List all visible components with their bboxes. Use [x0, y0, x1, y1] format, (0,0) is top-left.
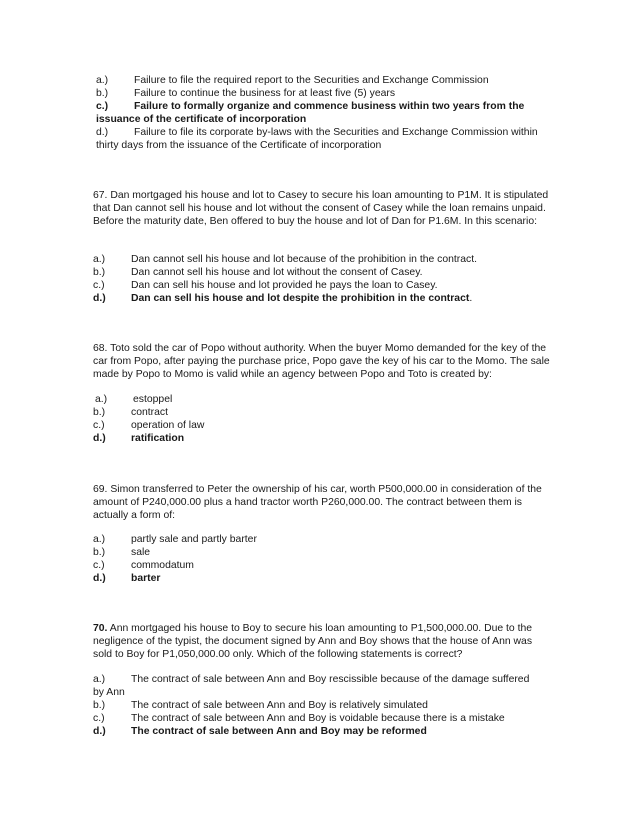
q66-option-c: c.) Failure to formally organize and commence business within two years from the: [96, 101, 525, 112]
q67-option-b: b.) Dan cannot sell his house and lot without the consent of Casey.: [93, 267, 423, 278]
q70-number: 70.: [93, 623, 108, 634]
q68-options: [93, 393, 553, 445]
q66-option-d-cont: thirty days from the issuance of the Certificate of incorporation: [96, 140, 382, 151]
q67-option-d: d.) Dan can sell his house and lot despite the prohibition in the contract.: [93, 293, 473, 304]
q70-options: [93, 673, 553, 738]
q66-option-b: b.) Failure to continue the business for at least five (5) years: [96, 88, 396, 99]
q69-option-b: b.) sale: [93, 547, 151, 558]
q69-option-a: a.) partly sale and partly barter: [93, 534, 257, 545]
q69-option-c: c.) commodatum: [93, 560, 194, 571]
q68-option-d: d.) ratification: [93, 433, 185, 444]
q67-option-c: c.) Dan can sell his house and lot provided he pays the loan to Casey.: [93, 280, 438, 291]
q69-question: 69. Simon transferred to Peter the ownership of his car, worth P500,000.00 in consideration of the amount of P240,000.00 plus a hand tractor worth P260,000.00. The contract between them is actually a form of:: [93, 484, 542, 521]
q70-option-c: c.) The contract of sale between Ann and Boy is voidable because there is a mistake: [93, 713, 505, 724]
q70-option-d: d.) The contract of sale between Ann and Boy may be reformed: [93, 726, 427, 737]
q70-question: 70. Ann mortgaged his house to Boy to secure his loan amounting to P1,500,000.00. Due to the negligence of the typist, the document signed by Ann and Boy shows that the house of Ann was sold to Boy for P1,050,000.00 only. Which of the following statements is correct?: [93, 623, 533, 660]
q70-option-a: a.) The contract of sale between Ann and Boy rescissible because of the damage suffered: [93, 674, 530, 685]
q69-options: [93, 533, 553, 585]
q68-option-c: c.) operation of law: [93, 420, 205, 431]
q69-option-d: d.) barter: [93, 573, 161, 584]
q68-option-a: a.) estoppel: [95, 394, 173, 405]
q70-option-a-cont: by Ann: [93, 687, 125, 698]
q66-option-d: d.) Failure to file its corporate by-laws with the Securities and Exchange Commission within: [96, 127, 538, 138]
q68-option-b: b.) contract: [93, 407, 168, 418]
q66-option-a: a.) Failure to file the required report to the Securities and Exchange Commission: [96, 75, 489, 86]
q67-question: 67. Dan mortgaged his house and lot to Casey to secure his loan amounting to P1M. It is stipulated that Dan cannot sell his house and lot without the consent of Casey while the loan remains unpaid. Before the maturity date, Ben offered to buy the house and lot of Dan for P1.6M. In this scenario:: [93, 190, 549, 227]
q68-question: 68. Toto sold the car of Popo without authority. When the buyer Momo demanded for the key of the car from Popo, after paying the purchase price, Popo gave the key of his car to the Momo. The sale made by Popo to Momo is valid while an agency between Popo and Toto is created by:: [93, 343, 550, 380]
q66-option-c-cont: issuance of the certificate of incorporation: [96, 114, 307, 125]
q67-options: [93, 253, 553, 305]
q66-options: [96, 74, 556, 152]
q70-option-b: b.) The contract of sale between Ann and Boy is relatively simulated: [93, 700, 428, 711]
q67-option-a: a.) Dan cannot sell his house and lot because of the prohibition in the contract.: [93, 254, 478, 265]
